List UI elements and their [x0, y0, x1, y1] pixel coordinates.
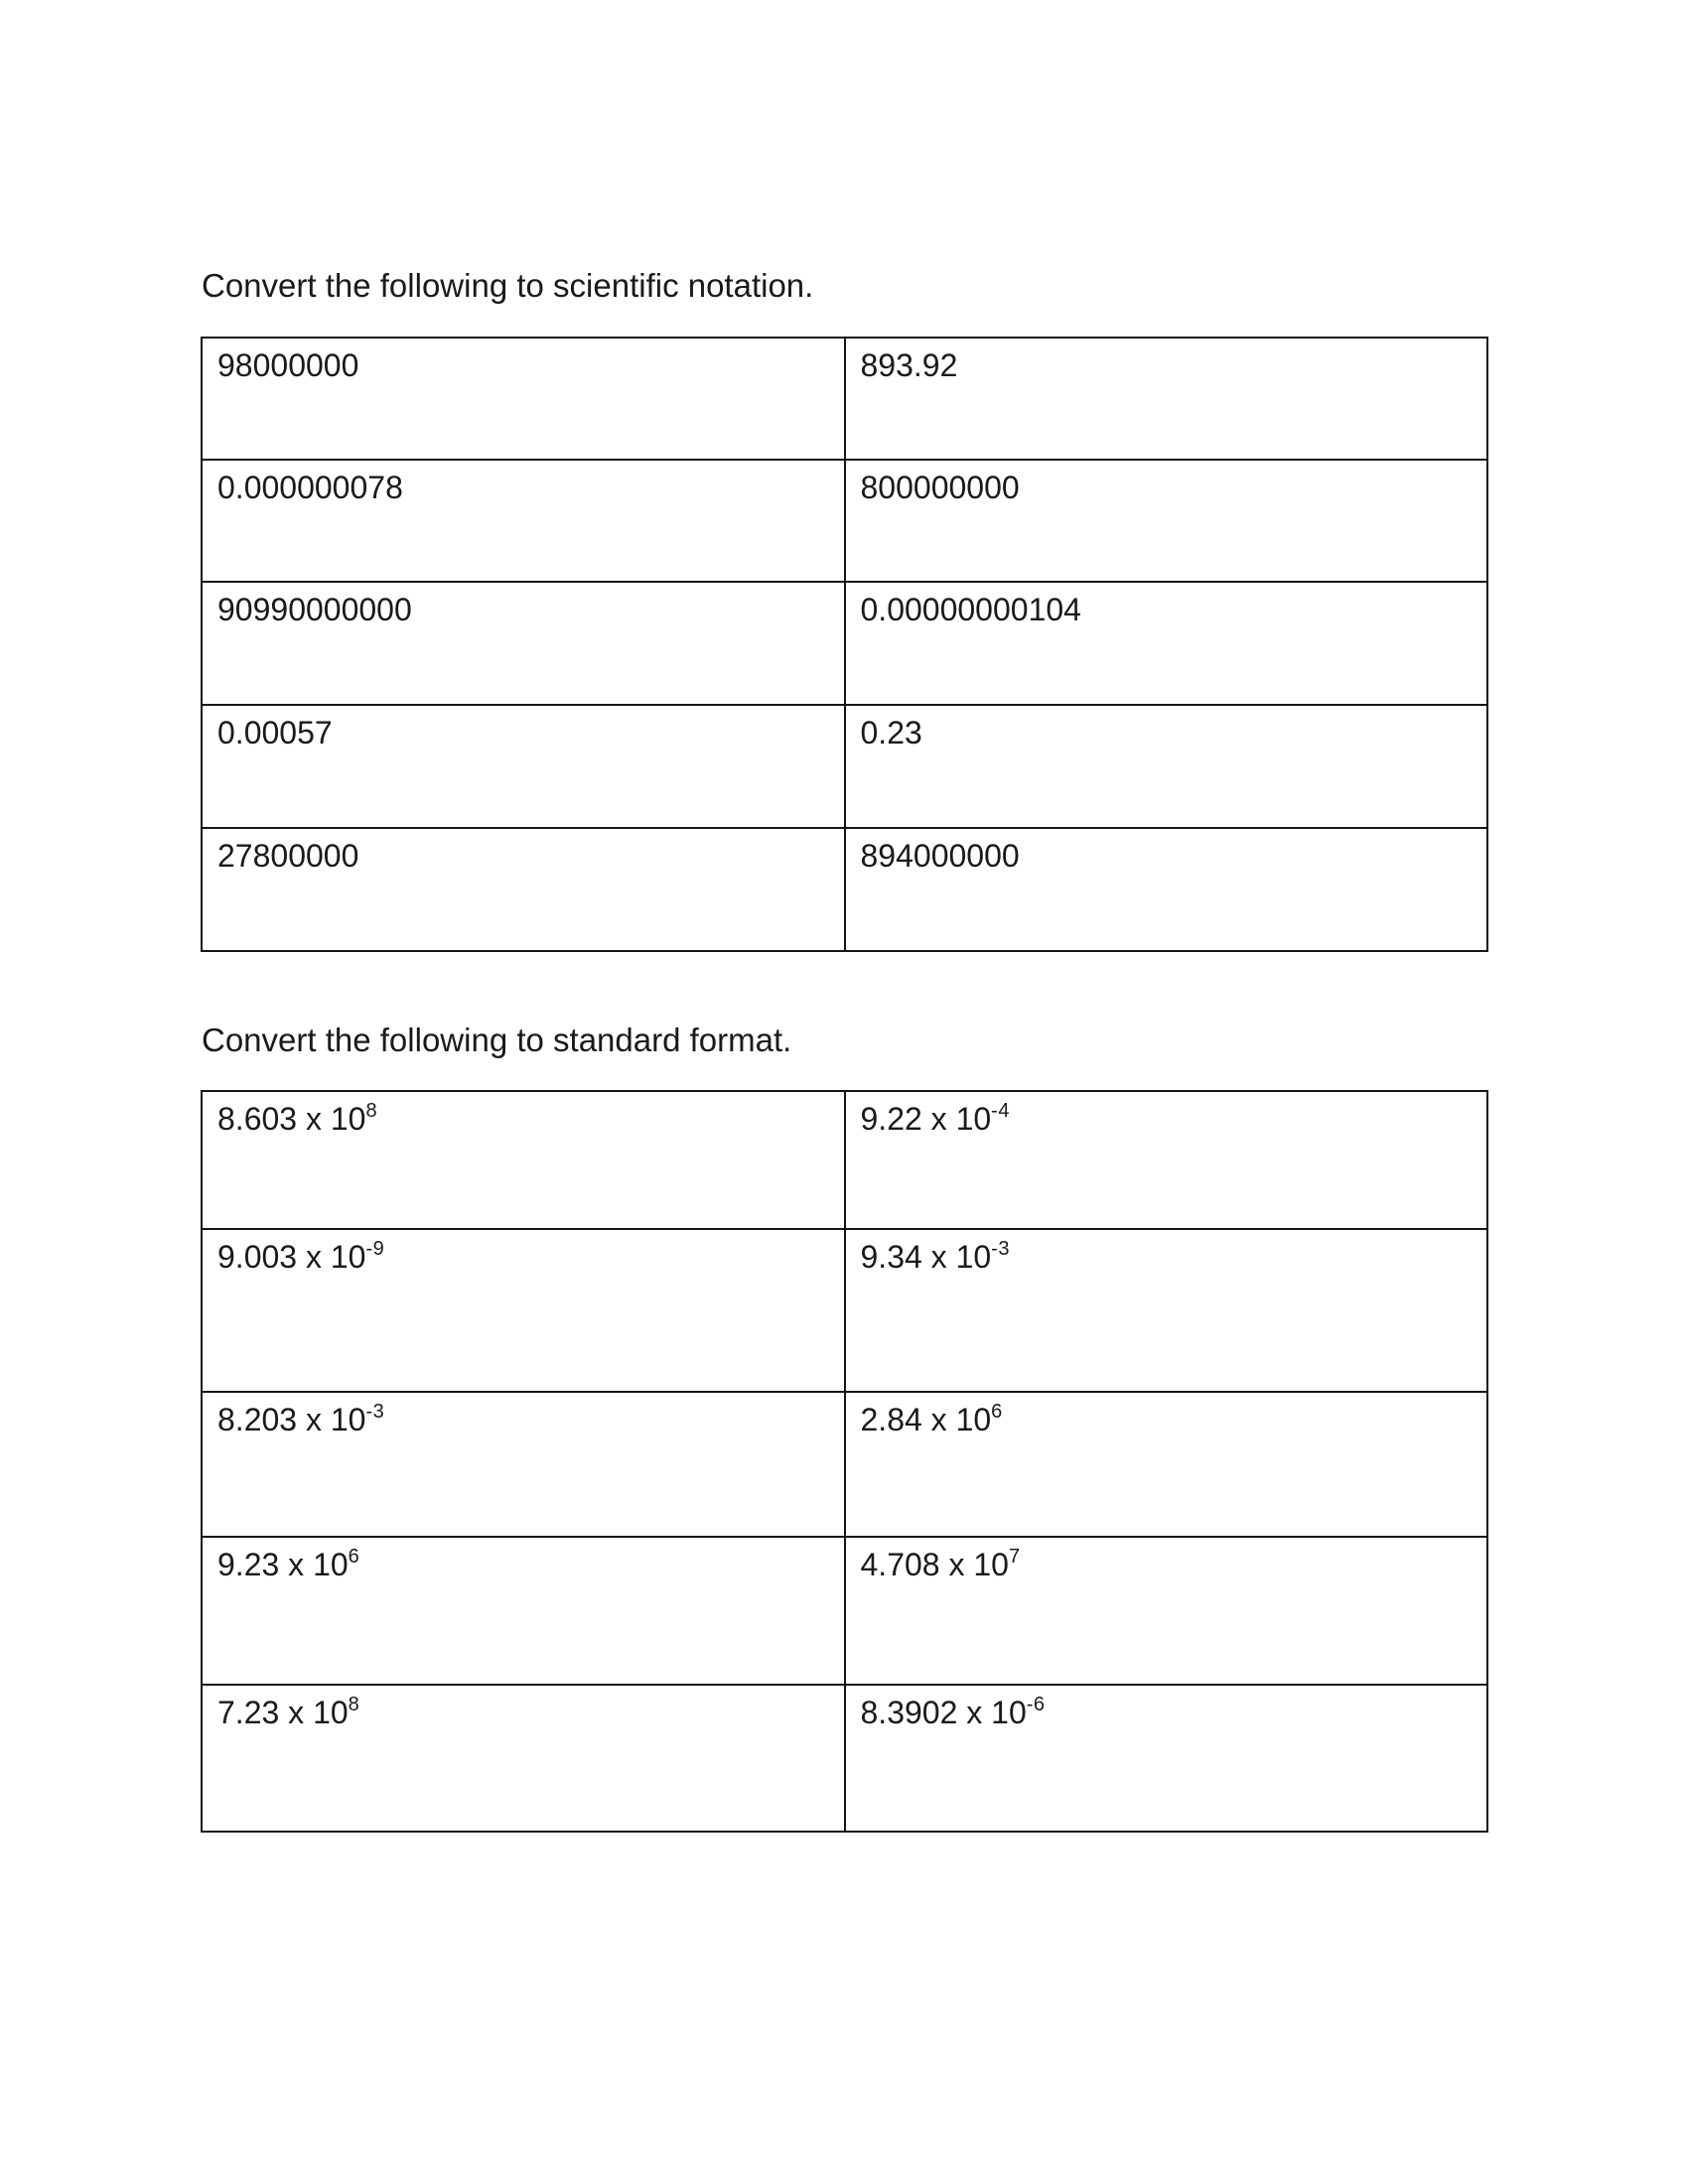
table-cell	[845, 705, 1488, 828]
table-row	[202, 1392, 1487, 1537]
table-cell	[845, 338, 1488, 460]
exponent: -3	[991, 1238, 1010, 1260]
cell-value: 8.203 x 10	[217, 1402, 366, 1437]
table-cell	[202, 582, 845, 705]
exponent: 8	[348, 1694, 360, 1715]
table-cell	[845, 1392, 1488, 1537]
table-row	[202, 460, 1487, 582]
cell-value: 9.22 x 10	[860, 1101, 992, 1137]
section-heading-scientific-notation: Convert the following to scientific notation.	[202, 267, 814, 304]
cell-value: 8.603 x 10	[217, 1101, 366, 1137]
exponent: 6	[991, 1401, 1003, 1423]
cell-value: 0.00057	[217, 715, 333, 751]
table-row	[202, 582, 1487, 705]
exponent: -9	[365, 1238, 385, 1260]
table-cell	[202, 1537, 845, 1685]
table-cell	[845, 582, 1488, 705]
exponent: 8	[365, 1100, 378, 1122]
table-cell	[202, 1229, 845, 1392]
cell-value: 90990000000	[217, 592, 412, 627]
table-row	[202, 705, 1487, 828]
standard-format-table	[201, 1090, 1488, 1833]
cell-value: 2.84 x 10	[860, 1402, 992, 1437]
table-cell	[202, 1392, 845, 1537]
cell-value: 0.23	[860, 715, 922, 751]
table-row	[202, 338, 1487, 460]
exponent: -6	[1026, 1694, 1046, 1715]
cell-value: 800000000	[860, 470, 1020, 505]
cell-value: 27800000	[217, 838, 359, 874]
table-cell	[845, 1229, 1488, 1392]
cell-value: 4.708 x 10	[860, 1547, 1009, 1582]
cell-value: 894000000	[860, 838, 1020, 874]
table-cell	[202, 1685, 845, 1832]
table-cell	[845, 828, 1488, 951]
cell-value: 9.003 x 10	[217, 1239, 366, 1275]
section-heading-standard-format: Convert the following to standard format.	[202, 1022, 792, 1058]
cell-value: 8.3902 x 10	[860, 1695, 1027, 1730]
scientific-notation-table	[201, 337, 1488, 952]
table-cell	[845, 1091, 1488, 1229]
cell-value: 893.92	[860, 347, 958, 383]
table-cell	[845, 460, 1488, 582]
cell-value: 9.23 x 10	[217, 1547, 349, 1582]
table-row	[202, 1537, 1487, 1685]
table-cell	[202, 338, 845, 460]
table-row	[202, 1091, 1487, 1229]
table-row	[202, 1229, 1487, 1392]
cell-value: 98000000	[217, 347, 359, 383]
cell-value: 0.000000078	[217, 470, 403, 505]
table-cell	[202, 828, 845, 951]
table-row	[202, 1685, 1487, 1832]
exponent: 7	[1008, 1546, 1021, 1568]
table-cell	[845, 1537, 1488, 1685]
exponent: -4	[991, 1100, 1010, 1122]
table-cell	[202, 1091, 845, 1229]
cell-value: 9.34 x 10	[860, 1239, 992, 1275]
exponent: -3	[365, 1401, 385, 1423]
table-cell	[845, 1685, 1488, 1832]
exponent: 6	[348, 1546, 360, 1568]
table-cell	[202, 705, 845, 828]
cell-value: 0.00000000104	[860, 592, 1081, 627]
table-row	[202, 828, 1487, 951]
table-cell	[202, 460, 845, 582]
cell-value: 7.23 x 10	[217, 1695, 349, 1730]
